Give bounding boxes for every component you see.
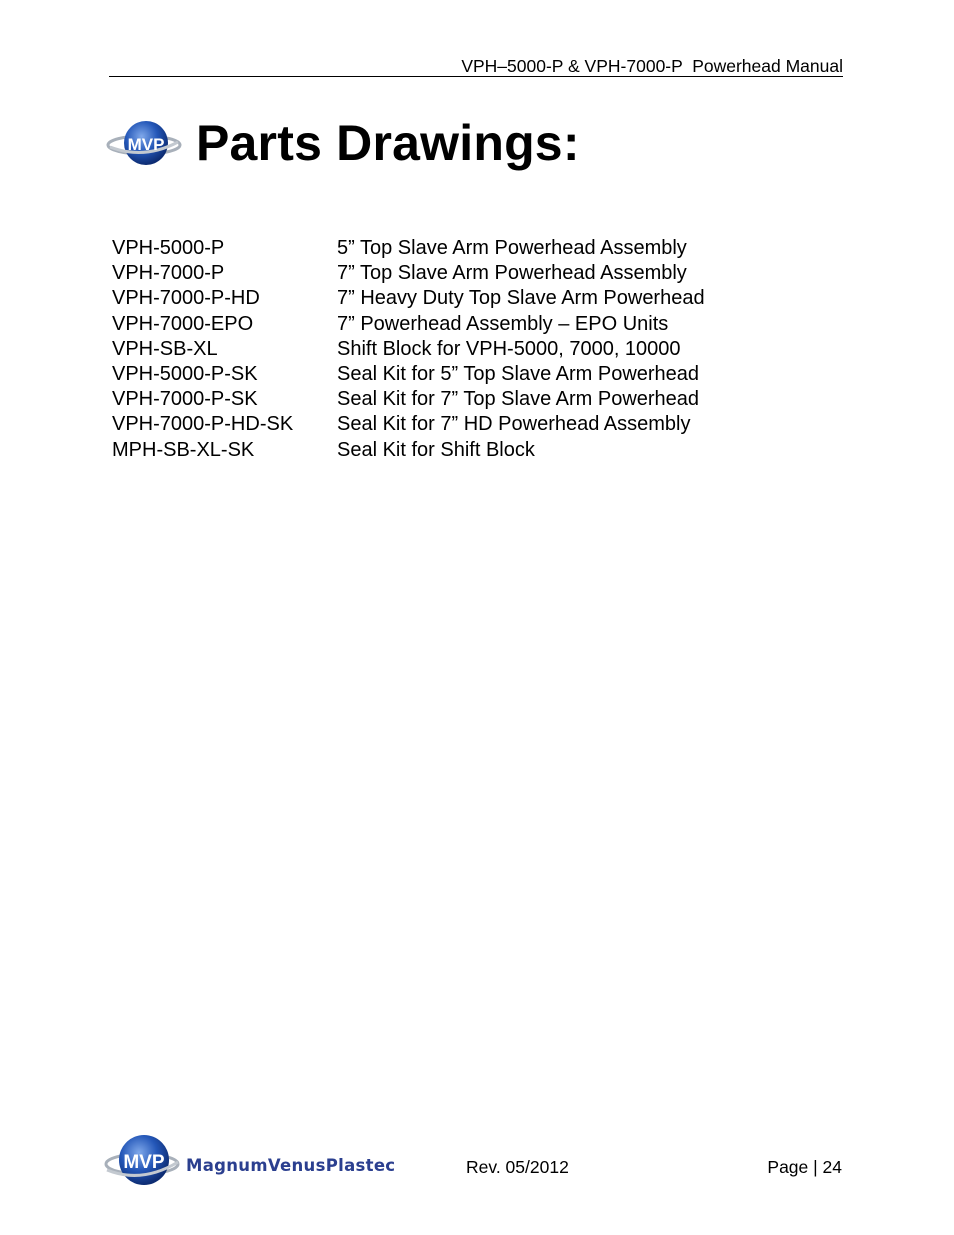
table-row bbox=[112, 236, 705, 261]
part-number: VPH-5000-P-SK bbox=[112, 363, 258, 386]
part-description: Seal Kit for Shift Block bbox=[337, 438, 535, 461]
table-row bbox=[112, 387, 705, 412]
svg-text:MVP: MVP bbox=[127, 135, 165, 154]
part-description: 7” Heavy Duty Top Slave Arm Powerhead bbox=[337, 287, 705, 310]
page-title: Parts Drawings: bbox=[196, 115, 580, 171]
part-number: VPH-7000-EPO bbox=[112, 312, 254, 335]
mvp-logo-icon bbox=[106, 112, 182, 174]
table-row bbox=[112, 261, 705, 286]
part-number: VPH-5000-P bbox=[112, 237, 225, 259]
part-description: Shift Block for VPH-5000, 7000, 10000 bbox=[337, 337, 681, 360]
part-number: VPH-7000-P-SK bbox=[112, 388, 258, 411]
part-description: Seal Kit for 5” Top Slave Arm Powerhead bbox=[337, 363, 700, 386]
part-number: VPH-7000-P-HD-SK bbox=[112, 413, 294, 436]
table-row bbox=[112, 438, 705, 463]
part-number: VPH-7000-P bbox=[112, 262, 225, 285]
footer-logo bbox=[104, 1132, 394, 1192]
part-description: 7” Powerhead Assembly – EPO Units bbox=[337, 312, 669, 335]
part-number: VPH-SB-XL bbox=[112, 337, 218, 360]
table-row bbox=[112, 312, 705, 337]
footer-logo-wordmark: MagnumVenusPlastech bbox=[186, 1156, 394, 1175]
parts-list-table bbox=[112, 236, 705, 463]
part-description: Seal Kit for 7” HD Powerhead Assembly bbox=[337, 413, 691, 436]
part-description: 5” Top Slave Arm Powerhead Assembly bbox=[337, 237, 687, 259]
table-row bbox=[112, 337, 705, 362]
part-description: Seal Kit for 7” Top Slave Arm Powerhead bbox=[337, 388, 700, 411]
table-row bbox=[112, 286, 705, 311]
footer-page-number: Page | 24 bbox=[767, 1157, 842, 1177]
part-number: VPH-7000-P-HD bbox=[112, 287, 260, 310]
footer-revision: Rev. 05/2012 bbox=[466, 1157, 569, 1177]
part-description: 7” Top Slave Arm Powerhead Assembly bbox=[337, 262, 687, 285]
part-number: MPH-SB-XL-SK bbox=[112, 438, 255, 461]
footer-logo-badge-text: MVP bbox=[123, 1152, 165, 1173]
table-row bbox=[112, 362, 705, 387]
page-header bbox=[109, 54, 843, 77]
table-row bbox=[112, 412, 705, 437]
title-row bbox=[106, 108, 580, 178]
header-title: VPH–5000-P & VPH-7000-P Powerhead Manual bbox=[461, 56, 843, 76]
